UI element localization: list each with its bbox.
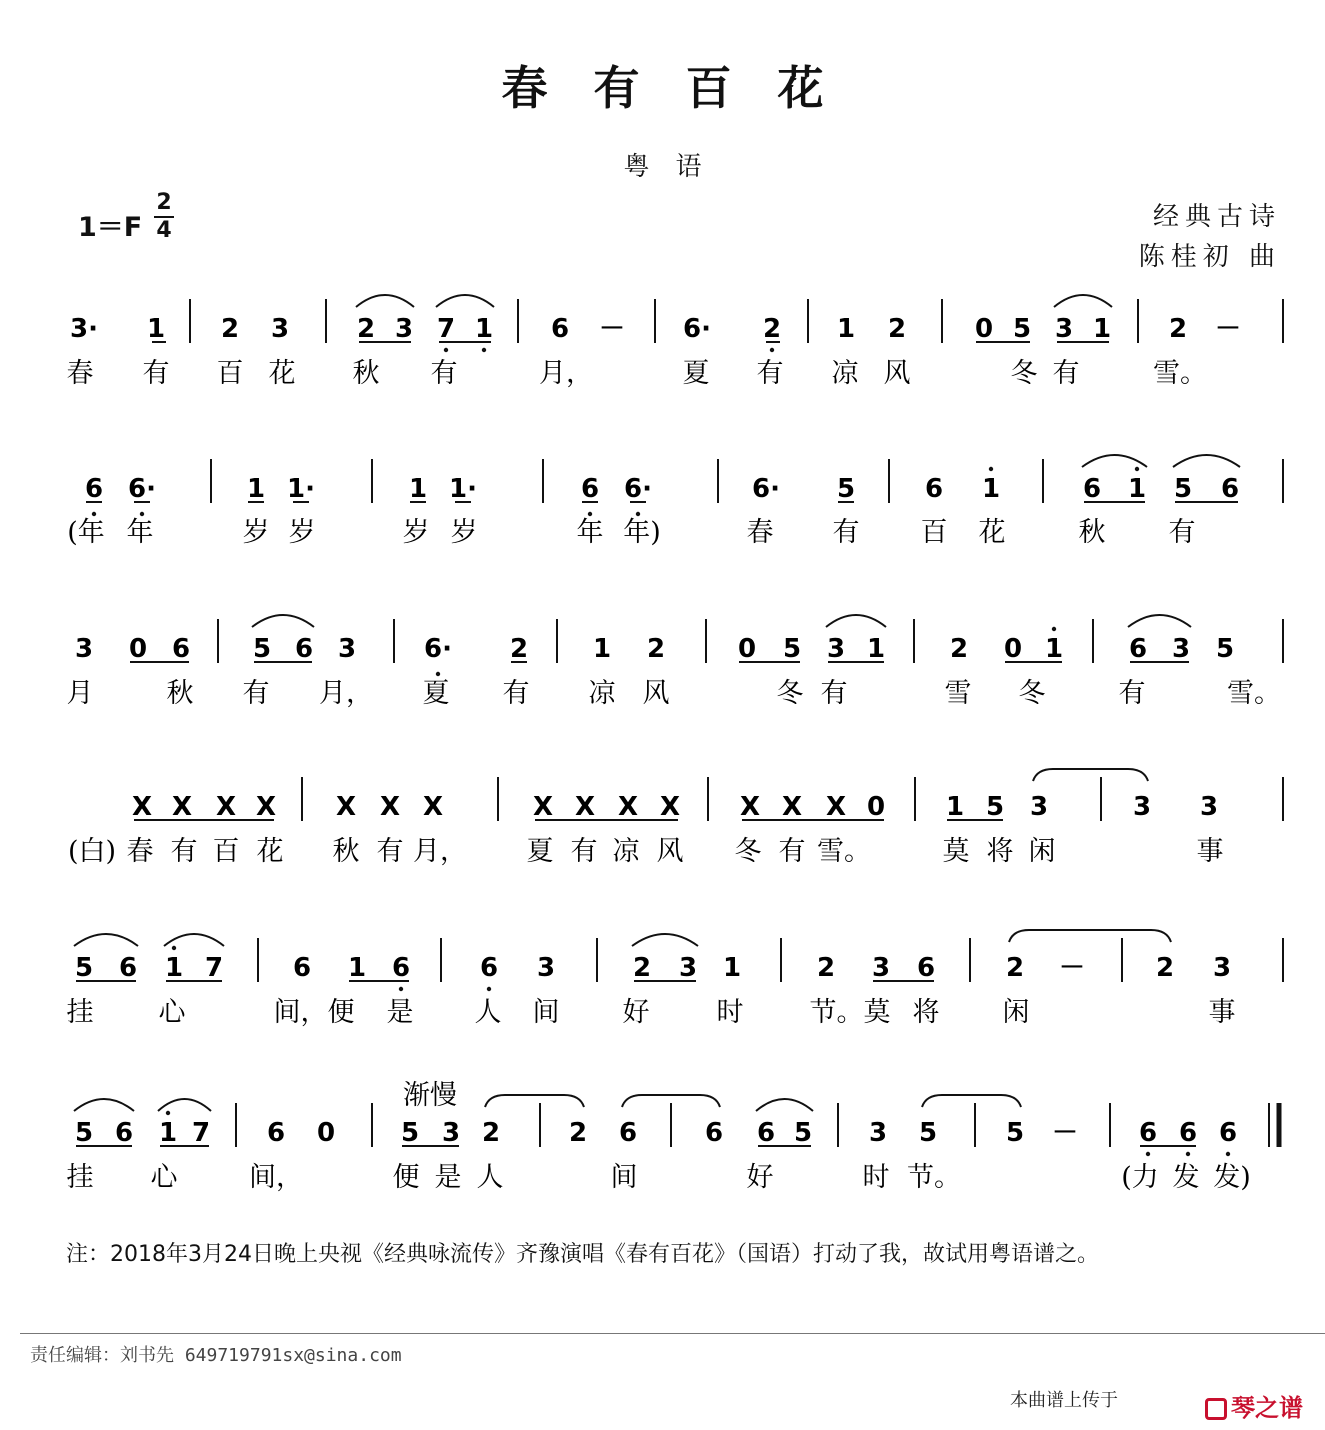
lyric: 有 — [170, 836, 198, 867]
note: 6· — [128, 474, 156, 504]
note: 3 — [441, 1118, 461, 1148]
note: X — [379, 792, 401, 822]
lyric: 岁 — [242, 517, 270, 548]
note: 2 — [949, 634, 969, 664]
note: X — [781, 792, 803, 822]
footnote: 注：2018年3月24日晚上央视《经典咏流传》齐豫演唱《春有百花》（国语）打动了我，故试用粤语谱之。 — [66, 1242, 1099, 1267]
note: 2 — [220, 314, 240, 344]
note: X — [659, 792, 681, 822]
note: 3 — [74, 634, 94, 664]
lyric: 月， — [319, 678, 373, 709]
note: 5 — [985, 792, 1005, 822]
lyric: 有 — [832, 517, 860, 548]
lyric: 凉 — [612, 836, 640, 867]
lyric: 秋 — [352, 358, 380, 389]
note: 3 — [678, 953, 698, 983]
octave-dot-low — [487, 987, 491, 991]
note: 3 — [1132, 792, 1152, 822]
note: 3 — [1171, 634, 1191, 664]
lyric: 凉 — [588, 678, 616, 709]
lyric: 心 — [150, 1162, 178, 1193]
lyric: 月， — [539, 358, 593, 389]
tie — [1033, 769, 1148, 781]
note: 6 — [114, 1118, 134, 1148]
note: X — [422, 792, 444, 822]
lyric: 夏 — [422, 678, 450, 709]
lyric: 冬 — [734, 836, 762, 867]
note: 6 — [1128, 634, 1148, 664]
lyric: 挂 — [66, 1162, 94, 1193]
composer: 陈桂初 曲 — [1138, 242, 1281, 272]
slur — [1082, 455, 1147, 467]
note: 3 — [270, 314, 290, 344]
note: 1· — [449, 474, 477, 504]
lyric: 冬 — [1018, 678, 1046, 709]
lyric: 风 — [656, 836, 684, 867]
note: 6 — [118, 953, 138, 983]
note: 5 — [252, 634, 272, 664]
lyric: 间 — [532, 997, 560, 1028]
lyric: 岁 — [288, 517, 316, 548]
slur — [252, 615, 314, 627]
note: 1 — [158, 1118, 178, 1148]
note: 1 — [474, 314, 494, 344]
octave-dot-high — [989, 467, 993, 471]
note: 2 — [1168, 314, 1188, 344]
lyric: 百 — [920, 517, 948, 548]
note: 3 — [826, 634, 846, 664]
note: 3 — [1199, 792, 1219, 822]
note: X — [171, 792, 193, 822]
lyric: 挂 — [66, 997, 94, 1028]
lyric: 有 — [502, 678, 530, 709]
lyric: 夏 — [526, 836, 554, 867]
lyric: 岁 — [450, 517, 478, 548]
slur — [158, 1099, 211, 1111]
lyric: 有 — [820, 678, 848, 709]
octave-dot-high — [1135, 467, 1139, 471]
note: X — [255, 792, 277, 822]
note: 2 — [481, 1118, 501, 1148]
lyric: 将 — [912, 997, 940, 1028]
note: 1 — [146, 314, 166, 344]
note: 2 — [887, 314, 907, 344]
slur — [74, 1099, 134, 1111]
note: 2 — [816, 953, 836, 983]
note: 6 — [1138, 1118, 1158, 1148]
note: 1 — [408, 474, 428, 504]
note: X — [825, 792, 847, 822]
source-text: 本曲谱上传于 — [1010, 1390, 1118, 1411]
logo-text: 琴之谱 — [1231, 1394, 1303, 1422]
lyric: 节。 — [907, 1162, 961, 1193]
octave-dot-low — [770, 348, 774, 352]
lyric: 花 — [256, 836, 284, 867]
note: 3 — [394, 314, 414, 344]
octave-dot-low — [444, 348, 448, 352]
lyric: 月， — [413, 836, 467, 867]
note: X — [739, 792, 761, 822]
note: 1 — [1092, 314, 1112, 344]
lyric: 心 — [158, 997, 186, 1028]
note: 2 — [632, 953, 652, 983]
lyric: 风 — [642, 678, 670, 709]
note: 3· — [70, 314, 98, 344]
slur — [1173, 455, 1240, 467]
lyric: 年) — [623, 517, 661, 548]
lyric: 百 — [212, 836, 240, 867]
page-title: 春有百花 — [501, 61, 870, 115]
tie — [485, 1095, 584, 1107]
lyric: 闲 — [1002, 997, 1030, 1028]
lyric: 闲 — [1028, 836, 1056, 867]
lyric: 春 — [126, 836, 154, 867]
note: 3 — [1029, 792, 1049, 822]
lyric: 节。莫 — [809, 997, 891, 1028]
note: 2 — [568, 1118, 588, 1148]
note: － — [1051, 1118, 1079, 1148]
lyric: 莫 — [942, 836, 970, 867]
lyric: 风 — [883, 358, 911, 389]
note: 6 — [924, 474, 944, 504]
note: 7 — [436, 314, 456, 344]
slur — [826, 615, 886, 627]
note: 6 — [704, 1118, 724, 1148]
octave-dot-low — [588, 512, 592, 516]
octave-dot-low — [92, 512, 96, 516]
note: 1· — [287, 474, 315, 504]
note: 5 — [400, 1118, 420, 1148]
note: 3 — [536, 953, 556, 983]
time-numerator: 2 — [156, 190, 172, 215]
lyric: 雪 — [944, 678, 972, 709]
note: 6· — [683, 314, 711, 344]
lyric: 人 — [476, 1162, 504, 1193]
note: 0 — [1003, 634, 1023, 664]
note: 6 — [391, 953, 411, 983]
lyric: 有 — [1052, 358, 1080, 389]
note: 6 — [292, 953, 312, 983]
note: 0 — [737, 634, 757, 664]
lyric: 间 — [610, 1162, 638, 1193]
note: 0 — [866, 792, 886, 822]
note: － — [598, 314, 626, 344]
note: － — [1058, 953, 1086, 983]
note: 6 — [618, 1118, 638, 1148]
tempo-marking: 渐慢 — [403, 1080, 457, 1111]
note: X — [617, 792, 639, 822]
note: X — [574, 792, 596, 822]
lyric: 有 — [142, 358, 170, 389]
octave-dot-low — [636, 512, 640, 516]
note: 5 — [782, 634, 802, 664]
logo-icon — [1205, 1398, 1227, 1420]
note: X — [131, 792, 153, 822]
octave-dot-low — [399, 987, 403, 991]
note: 6 — [756, 1118, 776, 1148]
lyric: 有 — [242, 678, 270, 709]
key-signature: 1＝F — [78, 212, 143, 243]
note: 7 — [191, 1118, 211, 1148]
note: 3 — [871, 953, 891, 983]
lyric: 人 — [474, 997, 502, 1028]
lyric: 雪。 — [817, 836, 871, 867]
lyric: 春 — [66, 358, 94, 389]
note: 1 — [722, 953, 742, 983]
note: 5 — [1173, 474, 1193, 504]
lyric: 事 — [1196, 836, 1224, 867]
note: 6· — [624, 474, 652, 504]
lyric: 发) — [1213, 1162, 1251, 1193]
note: 2 — [646, 634, 666, 664]
lyric: 秋 — [166, 678, 194, 709]
note: X — [532, 792, 554, 822]
lyric: 是 — [386, 997, 414, 1028]
note: 6 — [294, 634, 314, 664]
lyric: 春 — [746, 517, 774, 548]
note: 0 — [316, 1118, 336, 1148]
slur — [436, 295, 494, 307]
octave-dot-low — [1146, 1152, 1150, 1156]
lyric: 发 — [1172, 1162, 1200, 1193]
note: 3 — [868, 1118, 888, 1148]
slur — [1128, 615, 1191, 627]
note: 2 — [1005, 953, 1025, 983]
lyric: 好 — [622, 997, 650, 1028]
lyric: 有 — [570, 836, 598, 867]
note: 5 — [793, 1118, 813, 1148]
lyric: 有 — [756, 358, 784, 389]
note: 3 — [1212, 953, 1232, 983]
tie — [1009, 930, 1171, 942]
tie — [922, 1095, 1021, 1107]
lyric: 好 — [746, 1162, 774, 1193]
note: 6 — [1082, 474, 1102, 504]
lyric: 有 — [1118, 678, 1146, 709]
note: 1 — [592, 634, 612, 664]
note: 1 — [981, 474, 1001, 504]
note: 0 — [974, 314, 994, 344]
note: 2 — [509, 634, 529, 664]
lyric: 夏 — [682, 358, 710, 389]
note: 1 — [866, 634, 886, 664]
octave-dot-low — [1226, 1152, 1230, 1156]
octave-dot-low — [140, 512, 144, 516]
slur — [632, 934, 698, 946]
note: 6 — [580, 474, 600, 504]
note: 3 — [337, 634, 357, 664]
octave-dot-high — [1052, 627, 1056, 631]
note: 2 — [356, 314, 376, 344]
lyric: 雪。 — [1227, 678, 1281, 709]
octave-dot-low — [1186, 1152, 1190, 1156]
time-denominator: 4 — [156, 218, 172, 243]
lyric: 将 — [986, 836, 1014, 867]
lyric: 花 — [268, 358, 296, 389]
octave-dot-low — [482, 348, 486, 352]
lyric: 秋 — [1078, 517, 1106, 548]
lyric: 间， — [249, 1162, 303, 1193]
note: 6 — [916, 953, 936, 983]
slur — [1054, 295, 1112, 307]
note: 6· — [424, 634, 452, 664]
subtitle: 粤语 — [623, 152, 728, 182]
lyric: 是 — [434, 1162, 462, 1193]
octave-dot-high — [172, 946, 176, 950]
note: X — [335, 792, 357, 822]
lyric: 月 — [66, 678, 94, 709]
note: 6 — [1220, 474, 1240, 504]
note: 2 — [762, 314, 782, 344]
lyric: 事 — [1208, 997, 1236, 1028]
lyricist: 经典古诗 — [1152, 202, 1281, 232]
note: 1 — [1044, 634, 1064, 664]
note: 1 — [246, 474, 266, 504]
lyric: 年 — [576, 517, 604, 548]
octave-dot-high — [166, 1111, 170, 1115]
note: 6· — [752, 474, 780, 504]
slur — [356, 295, 414, 307]
lyric: 岁 — [402, 517, 430, 548]
note: 1 — [945, 792, 965, 822]
note: 1 — [347, 953, 367, 983]
lyric: 冬 — [776, 678, 804, 709]
note: － — [1214, 314, 1242, 344]
note: 5 — [74, 1118, 94, 1148]
note: X — [215, 792, 237, 822]
lyric: 秋 — [332, 836, 360, 867]
slur — [164, 934, 224, 946]
lyric: 百 — [216, 358, 244, 389]
lyric: 凉 — [831, 358, 859, 389]
note: 5 — [74, 953, 94, 983]
lyric: 有 — [376, 836, 404, 867]
lyric: (力 — [1121, 1162, 1159, 1193]
note: 6 — [479, 953, 499, 983]
lyric: 间，便 — [273, 997, 355, 1028]
note: 1 — [164, 953, 184, 983]
note: 1 — [1127, 474, 1147, 504]
lyric: 便 — [392, 1162, 420, 1193]
note: 5 — [1005, 1118, 1025, 1148]
lyric: 时 — [716, 997, 744, 1028]
lyric: 有 — [1168, 517, 1196, 548]
note: 1 — [836, 314, 856, 344]
divider — [20, 1333, 1325, 1334]
note: 6 — [550, 314, 570, 344]
note: 3 — [1054, 314, 1074, 344]
slur — [756, 1099, 813, 1111]
lyric: 有 — [430, 358, 458, 389]
note: 6 — [171, 634, 191, 664]
octave-dot-low — [436, 672, 440, 676]
site-logo[interactable] — [1205, 1388, 1303, 1423]
lyric: 冬 — [1010, 358, 1038, 389]
note: 5 — [918, 1118, 938, 1148]
note: 5 — [1215, 634, 1235, 664]
note: 6 — [1218, 1118, 1238, 1148]
note: 0 — [128, 634, 148, 664]
lyric: 年 — [126, 517, 154, 548]
editor-credit: 责任编辑：刘书先 649719791sx@sina.com — [30, 1345, 402, 1366]
note: 5 — [836, 474, 856, 504]
note: 6 — [84, 474, 104, 504]
lyric: 有 — [778, 836, 806, 867]
note: 6 — [266, 1118, 286, 1148]
slur — [74, 934, 138, 946]
lyric: 时 — [862, 1162, 890, 1193]
note: 5 — [1012, 314, 1032, 344]
lyric: (白) — [67, 836, 117, 867]
lyric: 雪。 — [1153, 358, 1207, 389]
lyric: (年 — [67, 517, 105, 548]
note: 6 — [1178, 1118, 1198, 1148]
note: 2 — [1155, 953, 1175, 983]
note: 7 — [204, 953, 224, 983]
lyric: 花 — [978, 517, 1006, 548]
